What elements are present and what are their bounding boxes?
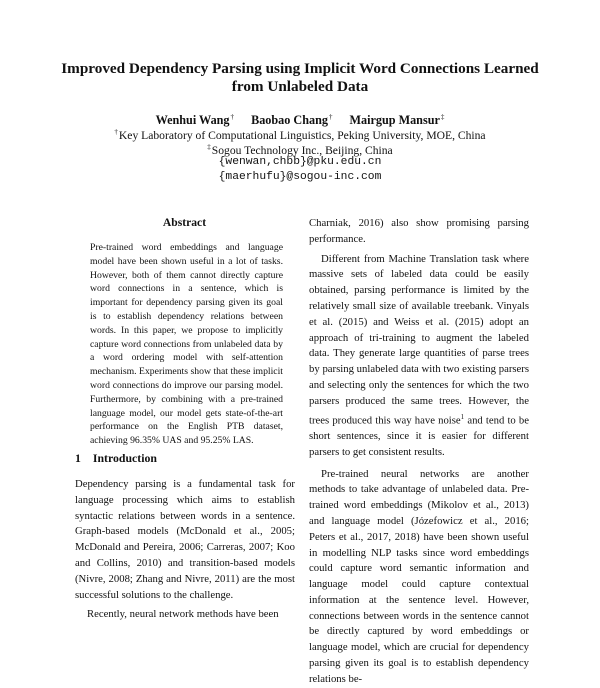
section-heading-introduction xyxy=(75,451,157,466)
title-line-2: from Unlabeled Data xyxy=(231,78,369,95)
intro-paragraph-1: Dependency parsing is a fundamental task for language processing which aims to establish syntactic relations between words in a sentence. Graph-based models (McDonald et al., 2005; McDonald and Pereira, 2006; Carreras, 2007; Koo and Collins, 2010) and transition-based models (Nivre, 2008; Zhang and Nivre, 2011) are the most successful solutions to the challenge. xyxy=(75,478,295,601)
section-title: Introduction xyxy=(92,451,157,465)
paper-title xyxy=(0,60,600,96)
right-paragraph-continued: Charniak, 2016) also show promising parsing performance. xyxy=(309,217,529,245)
email-1: {wenwan,chbb}@pku.edu.cn xyxy=(218,156,382,168)
right-column-body xyxy=(309,216,529,688)
right-paragraph-3: Pre-trained neural networks are another methods to take advantage of unlabeled data. Pre-trained word embeddings (Mikolov et al., 2013) and language model (Józefowicz et al., 2016; Peters et al., 2017, 2018) have been shown useful in modelling NLP tasks since word embeddings could capture word semantic information and language model could capture contextual information at the sentence level. However, connections between words in the sentence cannot be directly captured by word embeddings or language model, which are crucial for dependency parsing given its goal is to establish dependency relations be- xyxy=(309,467,529,685)
abstract-heading: Abstract xyxy=(162,216,207,229)
author-3: Mairgup Mansur‡ xyxy=(349,113,445,128)
abstract-text: Pre-trained word embeddings and language model have been shown useful in a lot of tasks. However, both of them cannot directly capture word connections in a sentence, which is important for dependency parsing given its goal is to establish dependency relations between words. In this paper, we propose to implicitly capture word connections from unlabeled data by a word ordering model with self-attention mechanism. Experiments show that these implicit word connections do improve our parsing model. Furthermore, by combining with a pre-trained language model, our model gets state-of-the-art performance on the English PTB dataset, achieving 96.35% UAS and 95.25% LAS. xyxy=(90,242,283,447)
affiliation-2: ‡Sogou Technology Inc., Beijing, China xyxy=(207,143,393,157)
affiliation-1: †Key Laboratory of Computational Linguistics, Peking University, MOE, China xyxy=(114,128,486,142)
email-2: {maerhufu}@sogou-inc.com xyxy=(218,171,382,183)
author-2: Baobao Chang† xyxy=(251,113,333,128)
left-column-body xyxy=(75,477,295,623)
intro-paragraph-2: Recently, neural network methods have been xyxy=(87,608,279,621)
footnote-mark: 1 xyxy=(460,412,465,421)
author-1: Wenhui Wang† xyxy=(155,113,235,128)
right-paragraph-2: Different from Machine Translation task where massive sets of labeled data could be easily obtained, parsing performance is limited by the relatively small size of available treebank. Vinyals et al. (2015) and Weiss et al. (2015) adopt an approach of tri-training to augment the labeled data. They generate large quantities of parse trees by parsing unlabeled data with two existing parsers and selecting only the sentences for which the two parsers produced the same trees. However, the trees produced this way have noise$^1$ and tend to be short sentences, since it is easier for different parsers to get consistent results. xyxy=(309,252,530,458)
title-line-1: Improved Dependency Parsing using Implicit Word Connections Learned xyxy=(61,60,539,77)
section-number: 1 xyxy=(75,451,81,465)
